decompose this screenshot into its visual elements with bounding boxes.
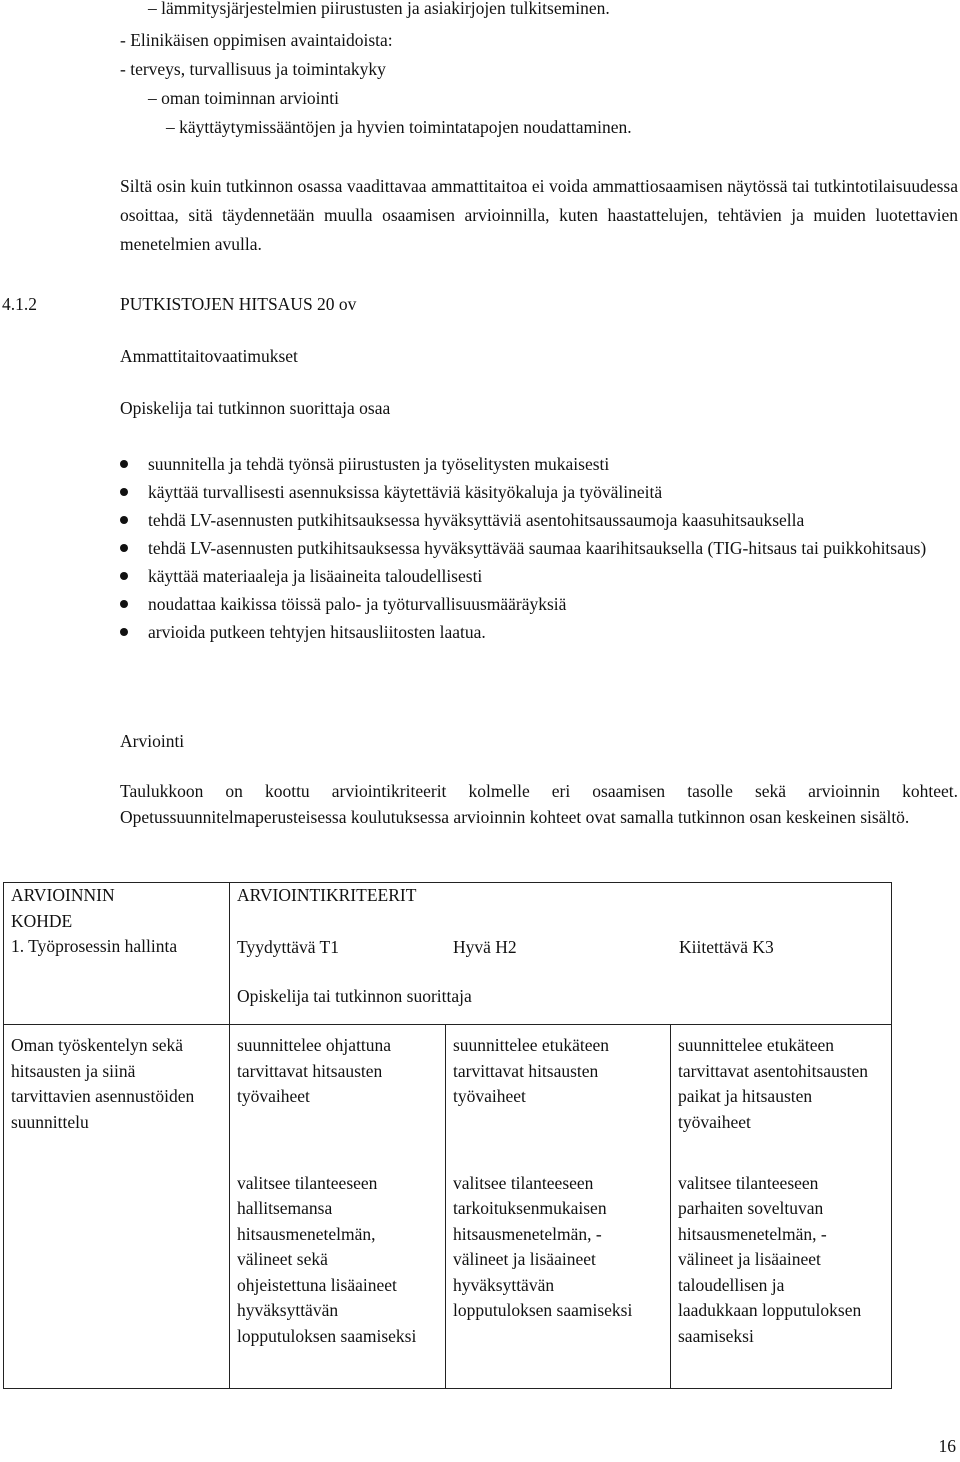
list-item: tehdä LV-asennusten putkihitsauksessa hyväksyttäviä asentohitsaussaumoja kaasuhitsauksella [120,506,958,534]
list-item: suunnitella ja tehdä työnsä piirustusten ja työselitysten mukaisesti [120,450,958,478]
criterion-t1-method: valitsee tilanteeseen hallitsemansa hitsausmenetelmän, välineet sekä ohjeistettuna lisäaineet hyväksyttävän lopputuloksen saamiseksi [237,1172,417,1346]
section-number: 4.1.2 [2,294,37,314]
criterion-t1-planning: suunnittelee ohjattuna tarvittavat hitsausten työvaiheet [237,1035,392,1106]
list-item: noudattaa kaikissa töissä palo- ja työturvallisuusmääräyksiä [120,590,958,618]
table-student-line: Opiskelija tai tutkinnon suorittaja [237,986,472,1006]
page-number: 16 [938,1436,956,1456]
table-cell [671,1025,892,1167]
target-1: 1. Työprosessin hallinta [11,936,178,956]
list-item-conduct-rules: – käyttäytymissääntöjen ja hyvien toimintatapojen noudattaminen. [166,117,632,137]
list-item-health-safety: - terveys, turvallisuus ja toimintakyky [120,59,386,79]
table-cell [446,1025,671,1167]
list-item: käyttää turvallisesti asennuksissa käytettäviä käsityökaluja ja työvälineitä [120,478,958,506]
list-item: arvioida putkeen tehtyjen hitsausliitosten laatua. [120,618,958,646]
col2-header: ARVIOINTIKRITEERIT [237,885,417,905]
table-cell [671,1167,892,1389]
bullet-icon [120,460,128,468]
assessment-heading: Arviointi [120,731,185,751]
requirements-heading: Ammattitaitovaatimukset [120,346,298,366]
intro-paragraph: Siltä osin kuin tutkinnon osassa vaadittavaa ammattitaitoa ei voida ammattiosaamisen näytössä tai tutkintotilaisuudessa osoittaa, sitä täydennetään muulla osaamisen arvioinnilla, kuten haastattelujen, tehtävien ja muiden luotettavien menetelmien avulla. [120,176,958,254]
student-line: Opiskelija tai tutkinnon suorittaja osaa [120,398,391,418]
level-h2: Hyvä H2 [453,936,517,957]
assessment-paragraph: Taulukkoon on koottu arviointikriteerit kolmelle eri osaamisen tasolle sekä arvioinnin kohteet. Opetussuunnitelmaperusteisessa koulutuksessa arvioinnin kohteet ovat samalla tutkinnon osan keskeinen sisältö. [120,781,958,827]
bullet-icon [120,628,128,636]
levels-row [230,909,891,961]
assessment-table [3,882,892,1389]
row-subject: Oman työskentelyn sekä hitsausten ja siinä tarvittavien asennustöiden suunnittelu [11,1035,195,1132]
list-item-lifelong-learning: - Elinikäisen oppimisen avaintaidoista: [120,30,393,50]
level-k3: Kiitettävä K3 [679,936,774,957]
criterion-h2-method: valitsee tilanteeseen tarkoituksenmukaisen hitsausmenetelmän, -välineet ja lisäaineet hyväksyttävän lopputuloksen saamiseksi [453,1172,633,1320]
bullet-icon [120,488,128,496]
criterion-k3-method: valitsee tilanteeseen parhaiten soveltuvan hitsausmenetelmän, -välineet ja lisäaineet taloudellisen ja laadukkaan lopputuloksen saamiseksi [678,1172,862,1346]
table-cell [230,1167,446,1389]
subject-cell [4,1025,230,1389]
criterion-h2-planning: suunnittelee etukäteen tarvittavat hitsausten työvaiheet [453,1035,609,1106]
bullet-icon [120,572,128,580]
list-item: käyttää materiaaleja ja lisäaineita taloudellisesti [120,562,958,590]
requirements-list [120,450,958,646]
col1-header: ARVIOINNIN KOHDE [11,885,115,931]
criterion-k3-planning: suunnittelee etukäteen tarvittavat asentohitsausten paikat ja hitsausten työvaiheet [678,1035,869,1132]
criteria-header-cell [230,883,892,1025]
bullet-icon [120,544,128,552]
bullet-icon [120,600,128,608]
list-item: tehdä LV-asennusten putkihitsauksessa hyväksyttävää saumaa kaarihitsauksella (TIG-hitsaus tai puikkohitsaus) [120,534,958,562]
table-header-row [4,883,892,1025]
table-row [4,1025,892,1167]
target-header-cell [4,883,230,1025]
bullet-icon [120,516,128,524]
list-item-self-assessment: – oman toiminnan arviointi [148,88,340,108]
section-title: PUTKISTOJEN HITSAUS 20 ov [120,294,357,314]
list-item-heating-drawings: – lämmitysjärjestelmien piirustusten ja asiakirjojen tulkitseminen. [148,0,610,18]
table-cell [446,1167,671,1389]
table-cell [230,1025,446,1167]
level-t1: Tyydyttävä T1 [237,936,339,957]
